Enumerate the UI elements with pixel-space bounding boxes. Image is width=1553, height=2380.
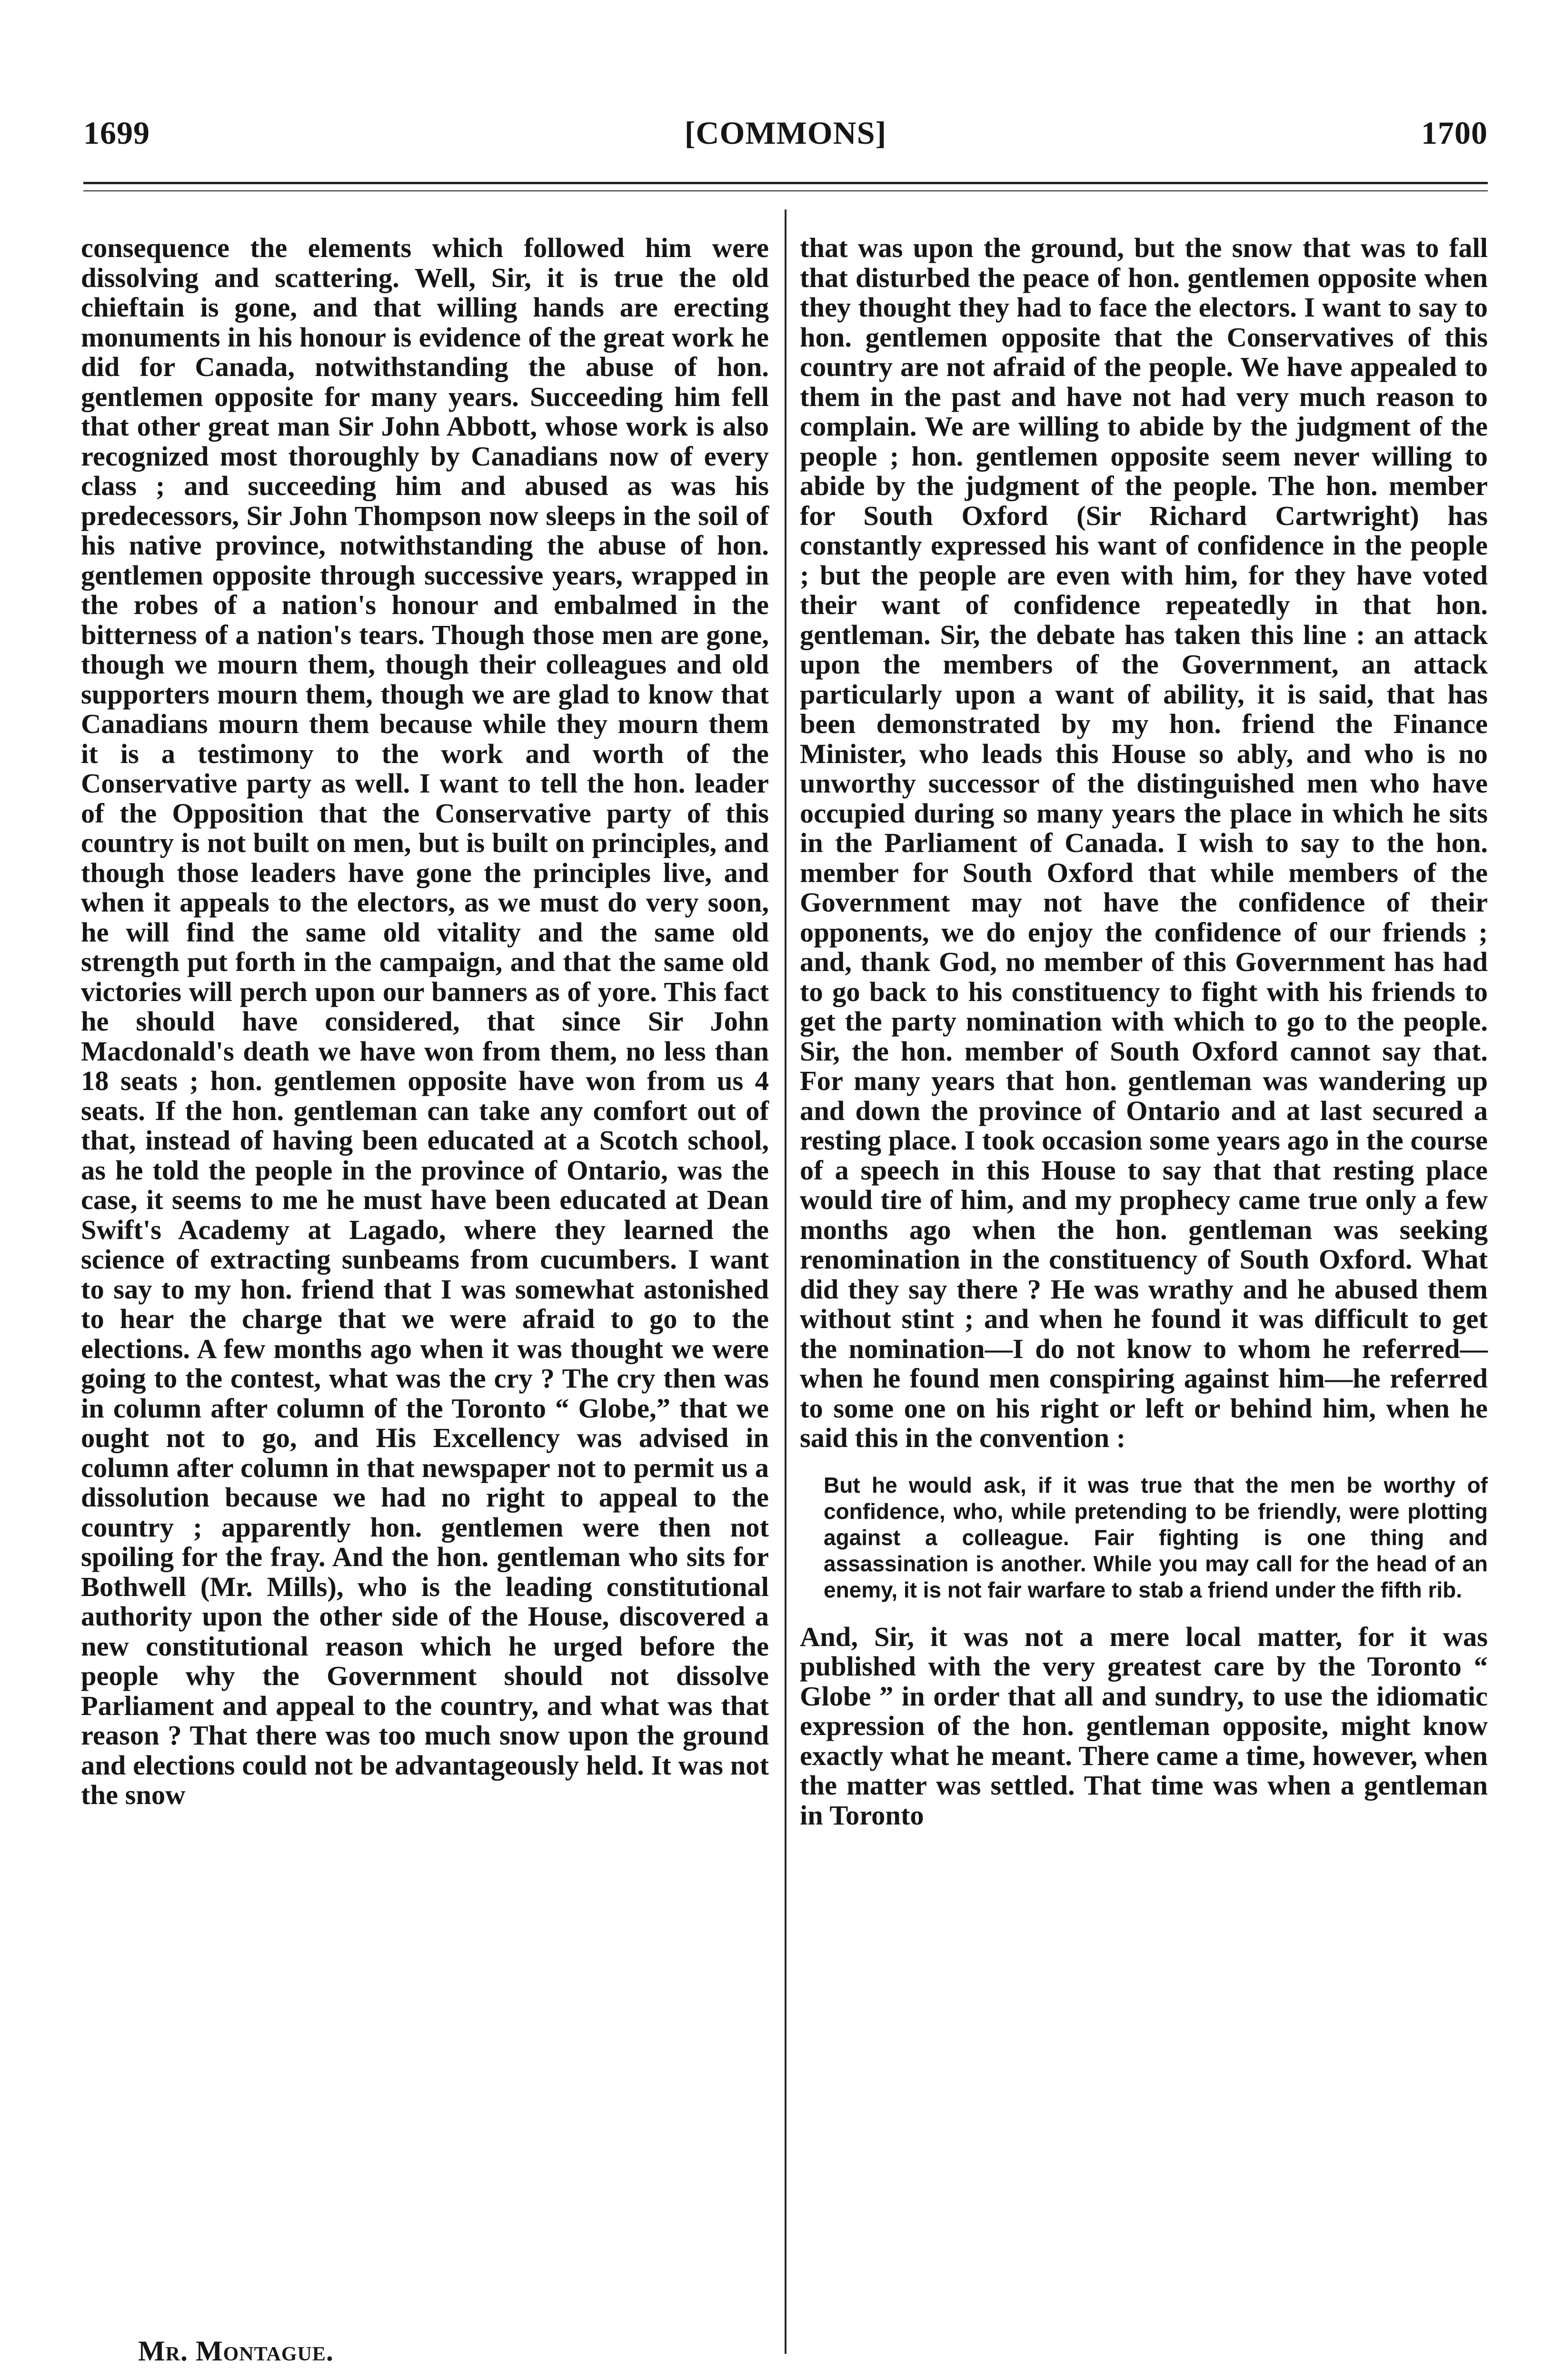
speaker-name <box>138 2335 334 2368</box>
speaker-label: Mr. Montague. <box>138 2335 334 2367</box>
right-column-paragraph-1: that was upon the ground, but the snow that was to fall that disturbed the peace of hon. gentlemen opposite when they thought they had to face the electors. I want to say to hon. gentlemen opposite that the Conservatives of this country are not afraid of the people. We have appealed to them in the past and have not had very much reason to complain. We are willing to abide by the judgment of the people ; hon. gentlemen opposite seem never willing to abide by the judgment of the people. The hon. member for South Oxford (Sir Richard Cartwright) has constantly expressed his want of confidence in the people ; but the people are even with him, for they have voted their want of confidence repeatedly in that hon. gentleman. Sir, the debate has taken this line : an attack upon the members of the Government, an attack particularly upon a want of ability, it is said, that has been demonstrated by my hon. friend the Finance Minister, who leads this House so ably, and who is no unworthy successor of the distinguished men who have occupied during so many years the place in which he sits in the Parliament of Canada. I wish to say to the hon. member for South Oxford that while members of the Government may not have the confidence of their opponents, we do enjoy the confidence of our friends ; and, thank God, no member of this Government has had to go back to his constituency to fight with his friends to get the party nomination with which to go to the people. Sir, the hon. member of South Oxford cannot say that. For many years that hon. gentleman was wandering up and down the province of Ontario and at last secured a resting place. I took occasion some years ago in the course of a speech in this House to say that that resting place would tire of him, and my prophecy came true only a few months ago when the hon. gentleman was seeking renomination in the constituency of South Oxford. What did they say there ? He was wrathy and he abused them without stint ; and when he found it was difficult to get the nomination—I do not know to whom he referred—when he found men conspiring against him—he referred to some one on his right or left or behind him, when he said this in the convention : <box>800 232 1488 1453</box>
right-column-paragraph-2: And, Sir, it was not a mere local matter, for it was published with the very greatest care by the Toronto “ Globe ” in order that all and sundry, to use the idiomatic expression of the hon. gentleman opposite, might know exactly what he meant. There came a time, however, when the matter was settled. That time was when a gentleman in Toronto <box>800 1621 1488 1831</box>
page-number-right: 1700 <box>1421 115 1488 151</box>
running-title: [COMMONS] <box>684 115 887 151</box>
page-header <box>83 114 1488 162</box>
left-column <box>81 233 769 1810</box>
right-column <box>800 233 1488 1830</box>
header-rule-thick <box>83 182 1488 184</box>
left-column-text: consequence the elements which followed him were dissolving and scattering. Well, Sir, it is true the old chieftain is gone, and that willing hands are erecting monuments in his honour is evidence of the great work he did for Canada, notwithstanding the abuse of hon. gentlemen opposite for many years. Succeeding him fell that other great man Sir John Abbott, whose work is also recognized most thoroughly by Canadians now of every class ; and succeeding him and abused as was his predecessors, Sir John Thompson now sleeps in the soil of his native province, notwithstanding the abuse of hon. gentlemen opposite through successive years, wrapped in the robes of a nation's honour and embalmed in the bitterness of a nation's tears. Though those men are gone, though we mourn them, though their colleagues and old supporters mourn them, though we are glad to know that Canadians mourn them because while they mourn them it is a testimony to the work and worth of the Conservative party as well. I want to tell the hon. leader of the Opposition that the Conservative party of this country is not built on men, but is built on principles, and though those leaders have gone the principles live, and when it appeals to the electors, as we must do very soon, he will find the same old vitality and the same old strength put forth in the campaign, and that the same old victories will perch upon our banners as of yore. This fact he should have considered, that since Sir John Macdonald's death we have won from them, no less than 18 seats ; hon. gentlemen opposite have won from us 4 seats. If the hon. gentleman can take any comfort out of that, instead of having been educated at a Scotch school, as he told the people in the province of Ontario, was the case, it seems to me he must have been educated at Dean Swift's Academy at Lagado, where they learned the science of extracting sunbeams from cucumbers. I want to say to my hon. friend that I was somewhat astonished to hear the charge that we were afraid to go to the elections. A few months ago when it was thought we were going to the contest, what was the cry ? The cry then was in column after column of the Toronto “ Globe,” that we ought not to go, and His Excellency was advised in column after column in that newspaper not to permit us a dissolution because we had no right to appeal to the country ; apparently hon. gentlemen were then not spoiling for the fray. And the hon. gentleman who sits for Bothwell (Mr. Mills), who is the leading constitutional authority upon the other side of the House, discovered a new constitutional reason which he urged before the people why the Government should not dissolve Parliament and appeal to the country, and what was that reason ? That there was too much snow upon the ground and elections could not be advantageously held. It was not the snow <box>81 232 769 1810</box>
header-rule-thin <box>83 190 1488 191</box>
block-quote: But he would ask, if it was true that the men be worthy of confidence, who, while pretending to be friendly, were plotting against a colleague. Fair fighting is one thing and assassination is another. While you may call for the head of an enemy, it is not fair warfare to stab a friend under the fifth rib. <box>824 1472 1488 1602</box>
column-divider <box>785 209 786 2354</box>
page-number-left: 1699 <box>83 115 150 151</box>
